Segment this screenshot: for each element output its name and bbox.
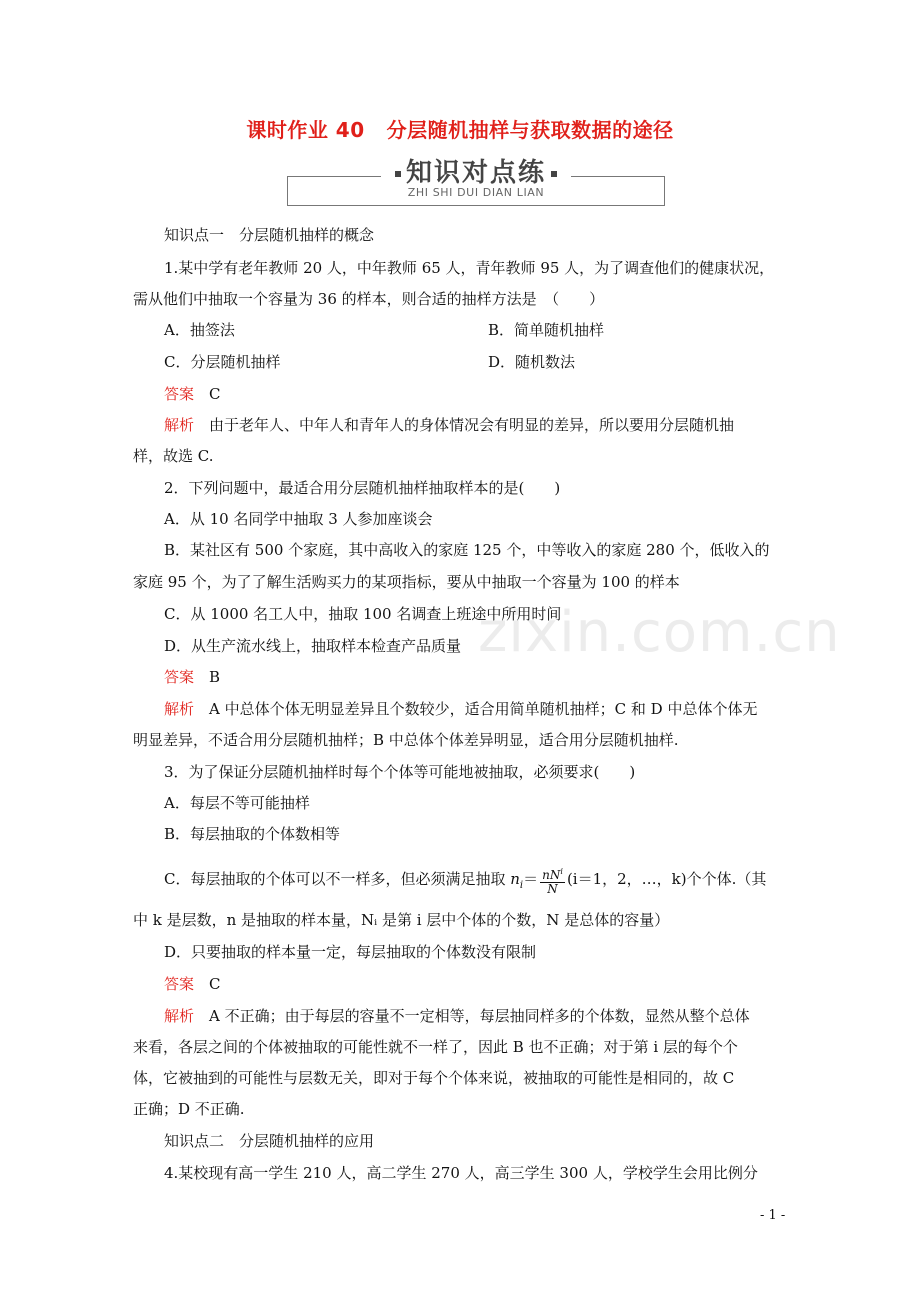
question-stem: 2．下列问题中，最适合用分层随机抽样抽取样本的是( ) <box>164 479 561 497</box>
section-heading: 知识点一 分层随机抽样的概念 <box>164 226 375 244</box>
analysis-line: 解析 由于老年人、中年人和青年人的身体情况会有明显的差异，所以要用分层随机抽 <box>164 416 735 434</box>
answer-value: C <box>209 975 221 993</box>
analysis-line: 解析 A 不正确；由于每层的容量不一定相等，每层抽同样多的个体数，显然从整个总体 <box>164 1007 750 1025</box>
answer-label: 答案 <box>164 668 195 686</box>
option-b: B．某社区有 500 个家庭，其中高收入的家庭 125 个，中等收入的家庭 280 个，低收入的 <box>164 541 770 559</box>
answer-line <box>164 384 221 404</box>
answer-value: C <box>209 385 221 403</box>
analysis-label: 解析 <box>164 416 195 434</box>
option-d: D．只要抽取的样本量一定，每层抽取的个体数没有限制 <box>164 943 537 961</box>
title-lesson-number: 课时作业 40 <box>246 118 365 142</box>
square-bullet-icon <box>395 171 401 177</box>
analysis-line: 体，它被抽到的可能性与层数无关，即对于每个个体来说，被抽取的可能性是相同的，故 C <box>133 1069 735 1087</box>
answer-label: 答案 <box>164 975 195 993</box>
title-topic: 分层随机抽样与获取数据的途径 <box>386 118 674 142</box>
option-a: A．抽签法 <box>164 321 235 339</box>
watermark: zixin.com.cn <box>478 600 841 665</box>
analysis-label: 解析 <box>164 1007 195 1025</box>
fraction: $\frac{nN^i}{N}$ <box>542 866 563 896</box>
question-stem: 1.某中学有老年教师 20 人，中年教师 65 人，青年教师 95 人，为了调查他们的健康状况， <box>164 259 775 277</box>
section-heading: 知识点二 分层随机抽样的应用 <box>164 1132 375 1150</box>
question-stem: 需从他们中抽取一个容量为 36 的样本，则合适的抽样方法是 （ ） <box>133 290 605 308</box>
option-d: D．从生产流水线上，抽取样本检查产品质量 <box>164 637 462 655</box>
analysis-label: 解析 <box>164 700 195 718</box>
question-stem: 4.某校现有高一学生 210 人，高二学生 270 人，高三学生 300 人，学校学生会用比例分 <box>164 1164 758 1182</box>
banner-title: 知识对点练 <box>381 156 571 190</box>
answer-label: 答案 <box>164 385 195 403</box>
analysis-line: 正确；D 不正确. <box>133 1100 245 1118</box>
banner-subtitle: ZHI SHI DUI DIAN LIAN <box>407 186 545 199</box>
answer-value: B <box>209 668 221 686</box>
option-b: B．每层抽取的个体数相等 <box>164 825 341 843</box>
option-c-continued: 中 k 是层数，n 是抽取的样本量，Nᵢ 是第 i 层中个体的个数，N 是总体的容量） <box>133 911 670 929</box>
option-d: D．随机数法 <box>488 353 576 371</box>
option-c: C．从 1000 名工人中，抽取 100 名调查上班途中所用时间 <box>164 605 562 623</box>
option-c: C．每层抽取的个体可以不一样多，但必须满足抽取 $n_i=$ $\frac{nN^i}{N}$ (i＝1，2，…，k)个个体.（其 <box>164 866 767 896</box>
analysis-line: 样，故选 C. <box>133 447 214 465</box>
option-a: A．每层不等可能抽样 <box>164 794 310 812</box>
analysis-line: 解析 A 中总体个体无明显差异且个数较少，适合用简单随机抽样；C 和 D 中总体个体无 <box>164 700 758 718</box>
page-number: - 1 - <box>760 1208 786 1223</box>
option-c: C．分层随机抽样 <box>164 353 281 371</box>
option-a: A．从 10 名同学中抽取 3 人参加座谈会 <box>164 510 433 528</box>
page-title <box>0 114 920 143</box>
section-banner <box>287 156 665 208</box>
option-b: B．简单随机抽样 <box>488 321 605 339</box>
square-bullet-icon <box>551 171 557 177</box>
question-stem: 3．为了保证分层随机抽样时每个个体等可能地被抽取，必须要求( ) <box>164 763 636 781</box>
option-b-continued: 家庭 95 个，为了了解生活购买力的某项指标，要从中抽取一个容量为 100 的样本 <box>133 573 680 591</box>
answer-line <box>164 667 220 687</box>
analysis-line: 明显差异，不适合用分层随机抽样；B 中总体个体差异明显，适合用分层随机抽样. <box>133 731 679 749</box>
answer-line <box>164 974 221 994</box>
analysis-line: 来看，各层之间的个体被抽取的可能性就不一样了，因此 B 也不正确；对于第 i 层的每个个 <box>133 1038 738 1056</box>
